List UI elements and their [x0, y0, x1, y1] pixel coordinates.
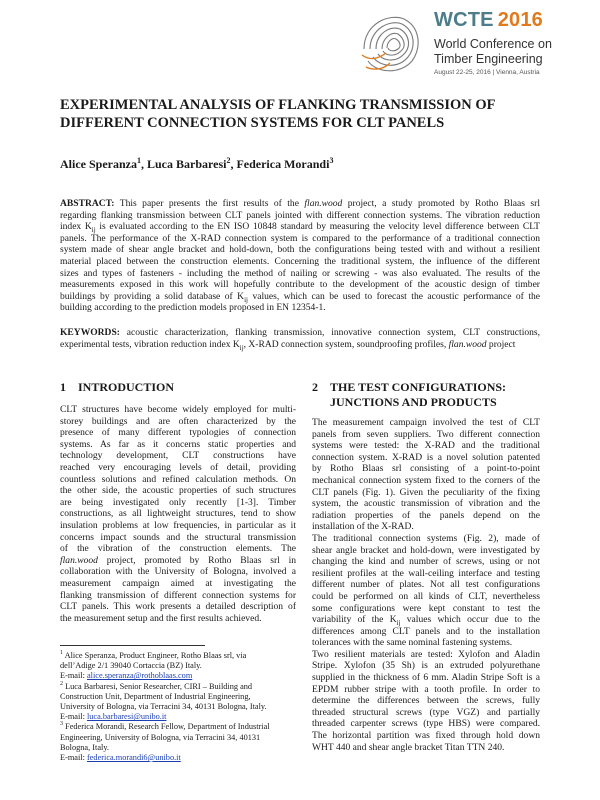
- body-line: by Rotho Blaas srl consisting of a point-to-point: [312, 463, 540, 475]
- author-list: Alice Speranza$^1$, Luca Barbaresi$^2$, Federica Morandi$^3$: [60, 156, 334, 171]
- footnote-text: E-mail:: [60, 712, 87, 722]
- abstract-text: panels. The performance of the X-RAD connection system is compared to the performance of a traditional connection: [60, 232, 540, 244]
- email-link[interactable]: federica.morandi6@unibo.it: [86, 753, 181, 763]
- author-sup: 2: [226, 156, 231, 165]
- body-line: differences among CLT panels and to the installation: [312, 625, 540, 637]
- abstract-text: project, a study promoted by Rotho Blaas srl: [342, 198, 540, 209]
- body-line: connection system. X-RAD is a novel solution patented: [312, 451, 540, 463]
- section-number: 2: [312, 380, 318, 394]
- subscript: ij: [244, 295, 248, 304]
- author-name: Alice Speranza: [60, 157, 137, 171]
- body-line: Two resilient materials are tested: Xylofon and Aladin: [312, 648, 540, 660]
- body-line: constructions, as all lightweight structures, tend to show: [60, 508, 296, 520]
- abstract-text: system made of shear angle bracket and hold-down, both the configurations being tested with and without a resilient: [60, 244, 540, 256]
- abstract-text: sizes and types of fasteners - including the method of nailing or screwing - was also evaluated. The results of the: [60, 267, 540, 279]
- footnote-line: Construction Unit, Department of Industrial Engineering,: [60, 691, 251, 701]
- body-line: technology development, CLT constructions have: [60, 450, 296, 462]
- keywords-text: project: [486, 338, 516, 350]
- body-line: systems were tested: the X-RAD and the traditional: [312, 440, 540, 452]
- body-line: installation of the X-RAD.: [312, 521, 414, 533]
- body-line: presence of many different typologies of connection: [60, 427, 296, 439]
- footnote-line: $^3$ Federica Morandi, Research Fellow, Department of Industrial: [60, 721, 270, 732]
- logo-line-2: Timber Engineering: [434, 52, 543, 66]
- body-line: flanking transmission of different connection systems for: [60, 589, 296, 601]
- body-line: shear angle bracket and hold-down, were investigated by: [312, 544, 540, 556]
- footnote-line: [60, 712, 296, 722]
- body-line: threaded structural screws (type VGZ) and partially: [312, 706, 540, 718]
- footnotes: [60, 651, 296, 763]
- body-line: CLT panels. This work presents a detailed description of: [60, 601, 296, 613]
- body-text: variability of the K: [312, 614, 397, 626]
- body-line: Stripe. Xylofon (35 Sh) is an extruded polyurethane: [312, 660, 540, 672]
- body-line: of the vibration of the construction elements. The: [60, 543, 296, 555]
- paper-title: [60, 97, 540, 132]
- email-link[interactable]: alice.speranza@rothoblaas.com: [86, 671, 193, 681]
- footnote-line: $^2$ Luca Barbaresi, Senior Researcher, CIRI – Building and: [60, 680, 253, 691]
- body-line: EPDM rubber stripe with a tooth profile. In order to: [312, 683, 540, 695]
- body-line: could be performed on all kinds of CLT, nevertheless: [312, 590, 540, 602]
- body-line: panels from seven suppliers. Two different connection: [312, 428, 540, 440]
- abstract-text: regarding flanking transmission between CLT panels jointed with different connection systems. The vibration reduction: [60, 209, 540, 221]
- body-line: different number of plates. Not all test configurations: [312, 579, 540, 591]
- footnote-text: E-mail:: [60, 671, 87, 681]
- subscript: ij: [91, 226, 96, 235]
- body-text: project, promoted by Rotho Blaas srl in: [97, 554, 296, 566]
- section-title: JUNCTIONS AND PRODUCTS: [330, 395, 497, 409]
- abstract-text: values, which can be used to forecast the acoustic performance of the: [247, 290, 540, 302]
- footnote-text: Luca Barbaresi, Senior Researcher, CIRI – Building and: [65, 681, 253, 691]
- left-column: [60, 372, 296, 624]
- keywords-text: experimental tests, vibration reduction index K: [60, 338, 240, 350]
- tree-rings-icon: [360, 9, 426, 77]
- body-line: The horizontal partition was fixed through hold down: [312, 730, 540, 742]
- section-number: 1: [60, 380, 66, 394]
- body-line: insulation problems at low frequencies, in particular as it: [60, 519, 296, 531]
- logo-wordmark: WCTE 2016: [434, 9, 543, 31]
- section-title: INTRODUCTION: [78, 380, 175, 394]
- keywords-text: , X-RAD connection system, soundproofing profiles,: [243, 338, 449, 350]
- logo-date: August 22-25, 2016 | Vienna, Austria: [434, 69, 540, 76]
- project-name: flan.wood: [60, 554, 98, 566]
- body-line: threaded carpenter screws (type HBS) were compared.: [312, 718, 540, 730]
- body-line: systems. As far as it concerns static properties and: [60, 438, 296, 450]
- abstract-text: building according to the prediction models proposed in EN 12354-1.: [60, 302, 326, 314]
- body-line: changing the kind and number of screws, using or not: [312, 556, 540, 568]
- body-line: are being investigated only recently [1-3]. Timber: [60, 496, 296, 508]
- logo-line-1: World Conference on: [434, 37, 552, 51]
- project-name: flan.wood: [448, 338, 487, 350]
- footnote-text: E-mail:: [60, 753, 87, 763]
- body-line: collaboration with the University of Bologna, involved a: [60, 566, 296, 578]
- title-line: DIFFERENT CONNECTION SYSTEMS FOR CLT PANELS: [60, 114, 445, 131]
- body-line: supplied in the thickness of 6 mm. Aladin Stripe Soft is a: [312, 672, 540, 684]
- conference-logo: [360, 5, 592, 83]
- footnote-line: Bologna, Italy.: [60, 742, 110, 752]
- abstract-label: ABSTRACT:: [60, 198, 115, 209]
- body-line: CLT structures have become widely employed for multi-: [60, 404, 296, 415]
- body-line: the other side, the acoustic properties of such structures: [60, 485, 296, 497]
- subscript: ij: [396, 619, 401, 627]
- author-sup: 1: [137, 156, 141, 165]
- section-heading: [60, 380, 296, 395]
- section-heading: [312, 380, 540, 410]
- footnote-rule: [60, 645, 205, 646]
- abstract-text: This paper presents the first results of the: [114, 198, 305, 209]
- body-line: The measurement campaign involved the test of CLT: [312, 417, 540, 428]
- project-name: flan.wood: [304, 198, 343, 209]
- footnote-line: $^1$ Alice Speranza, Product Engineer, Rotho Blaas srl, via: [60, 650, 247, 660]
- footnote-line: [60, 753, 296, 763]
- body-line: countless solutions and refined calculation methods. On: [60, 473, 296, 485]
- section-title: THE TEST CONFIGURATIONS:: [330, 380, 507, 394]
- body-text: values which occur due to the: [400, 614, 540, 626]
- email-link[interactable]: luca.barbaresi@unibo.it: [86, 712, 167, 722]
- body-line: reached very encouraging levels of detail, providing: [60, 461, 296, 473]
- body-line: WHT 440 and shear angle bracket Titan TTN 240.: [312, 741, 505, 753]
- keywords: [60, 327, 540, 350]
- author-name: Federica Morandi: [236, 157, 330, 171]
- abstract-text: index K: [60, 221, 92, 233]
- title-line: EXPERIMENTAL ANALYSIS OF FLANKING TRANSMISSION OF: [60, 97, 496, 113]
- abstract: [60, 198, 540, 314]
- body-line: mechanical connection system fixed to the corners of the: [312, 474, 540, 486]
- abstract-text: measurements exposed in this work will hopefully contribute to the development of the acoustic design of timber: [60, 279, 540, 291]
- footnote-line: dell’Adige 2/1 39040 Cortaccia (BZ) Italy.: [60, 661, 202, 671]
- footnote-text: Alice Speranza, Product Engineer, Rotho Blaas srl, via: [64, 651, 247, 660]
- abstract-text: material placed between the construction elements. Concerning the traditional system, the influence of the different: [60, 255, 540, 267]
- body-line: radiation properties of the panels depend on the: [312, 509, 540, 521]
- body-line: the measurement setup and the first results achieved.: [60, 612, 262, 624]
- body-line: [312, 614, 540, 626]
- abstract-text: buildings by providing a solid database of K: [60, 290, 245, 302]
- body-line: storey buildings and are often characterized by the: [60, 415, 296, 427]
- footnote-line: University of Bologna, via Terracini 34, 40131 Bologna, Italy.: [60, 702, 267, 712]
- body-line: some configurations were kept constant to test the: [312, 602, 540, 614]
- body-line: [60, 555, 296, 567]
- body-line: determine the differences between the screws, fully: [312, 695, 540, 707]
- subscript: ij: [239, 343, 244, 352]
- right-column: [312, 372, 540, 753]
- body-line: measurement campaign aimed at investigating the: [60, 577, 296, 589]
- body-line: resilient profiles at the wall-ceiling interface and testing: [312, 567, 540, 579]
- abstract-text: is evaluated according to the EN ISO 10848 standard by measuring the velocity level difference between CLT: [95, 221, 540, 233]
- keywords-label: KEYWORDS:: [60, 327, 120, 338]
- footnote-text: Federica Morandi, Research Fellow, Department of Industrial: [65, 722, 270, 732]
- body-line: concerns impact sounds and the structural transmission: [60, 531, 296, 543]
- author-name: Luca Barbaresi: [147, 157, 227, 171]
- footnote-line: [60, 671, 296, 681]
- keywords-text: acoustic characterization, flanking transmission, innovative connection system, CLT constructions,: [119, 327, 540, 338]
- body-line: tolerances with the same nominal fastening systems.: [312, 637, 513, 649]
- body-line: system, the acoustic transmission of vibration and the: [312, 498, 540, 510]
- body-line: CLT panels (Fig. 1). Given the peculiarity of the fixing: [312, 486, 540, 498]
- author-sup: 3: [329, 156, 334, 165]
- footnote-line: Engineering, University of Bologna, via Terracini 34, 40131: [60, 732, 261, 742]
- body-line: The traditional connection systems (Fig. 2), made of: [312, 532, 540, 544]
